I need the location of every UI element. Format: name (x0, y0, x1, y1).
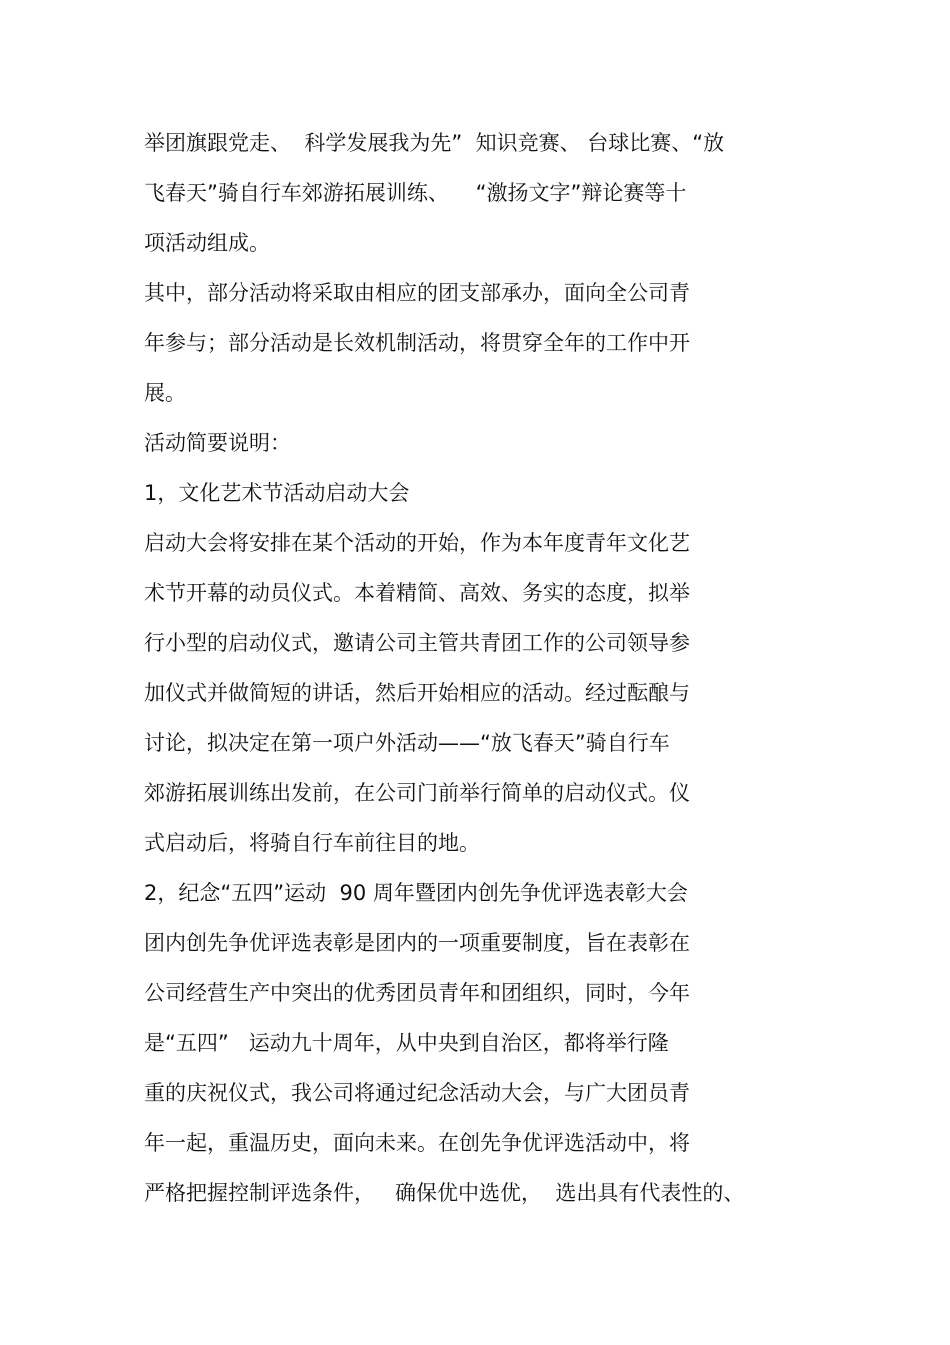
text-line: 启动大会将安排在某个活动的开始，作为本年度青年文化艺 (144, 531, 690, 555)
text-line: 郊游拓展训练出发前，在公司门前举行简单的启动仪式。仪 (144, 781, 690, 805)
text-line: 展。 (144, 381, 186, 405)
text-line: 其中，部分活动将采取由相应的团支部承办，面向全公司青 (144, 281, 690, 305)
text-line: 公司经营生产中突出的优秀团员青年和团组织，同时，今年 (144, 981, 690, 1005)
text-line: 加仪式并做简短的讲话，然后开始相应的活动。经过酝酿与 (144, 681, 690, 705)
item-heading: 2，纪念“五四”运动 90 周年暨团内创先争优评选表彰大会 (144, 881, 688, 905)
text-line: 讨论，拟决定在第一项户外活动——“放飞春天”骑自行车 (144, 731, 670, 755)
text-line: 术节开幕的动员仪式。本着精简、高效、务实的态度，拟举 (144, 581, 690, 605)
text-line: 重的庆祝仪式，我公司将通过纪念活动大会，与广大团员青 (144, 1081, 690, 1105)
text-line: 是“五四” 运动九十周年，从中央到自治区，都将举行隆 (144, 1031, 669, 1055)
document-body (144, 118, 844, 1218)
text-line: 式启动后，将骑自行车前往目的地。 (144, 831, 480, 855)
text-line: 严格把握控制评选条件， 确保优中选优， 选出具有代表性的、 (144, 1181, 745, 1205)
text-line: 年参与；部分活动是长效机制活动，将贯穿全年的工作中开 (144, 331, 690, 355)
text-line: 年一起，重温历史，面向未来。在创先争优评选活动中，将 (144, 1131, 690, 1155)
text-line: 行小型的启动仪式，邀请公司主管共青团工作的公司领导参 (144, 631, 690, 655)
section-heading: 活动简要说明： (144, 431, 291, 455)
text-line: 项活动组成。 (144, 231, 270, 255)
text-line: 举团旗跟党走、 科学发展我为先” 知识竞赛、 台球比赛、“放 (144, 131, 725, 155)
item-heading: 1，文化艺术节活动启动大会 (144, 481, 410, 505)
text-line: 团内创先争优评选表彰是团内的一项重要制度，旨在表彰在 (144, 931, 690, 955)
text-line: 飞春天”骑自行车郊游拓展训练、 “激扬文字”辩论赛等十 (144, 181, 687, 205)
